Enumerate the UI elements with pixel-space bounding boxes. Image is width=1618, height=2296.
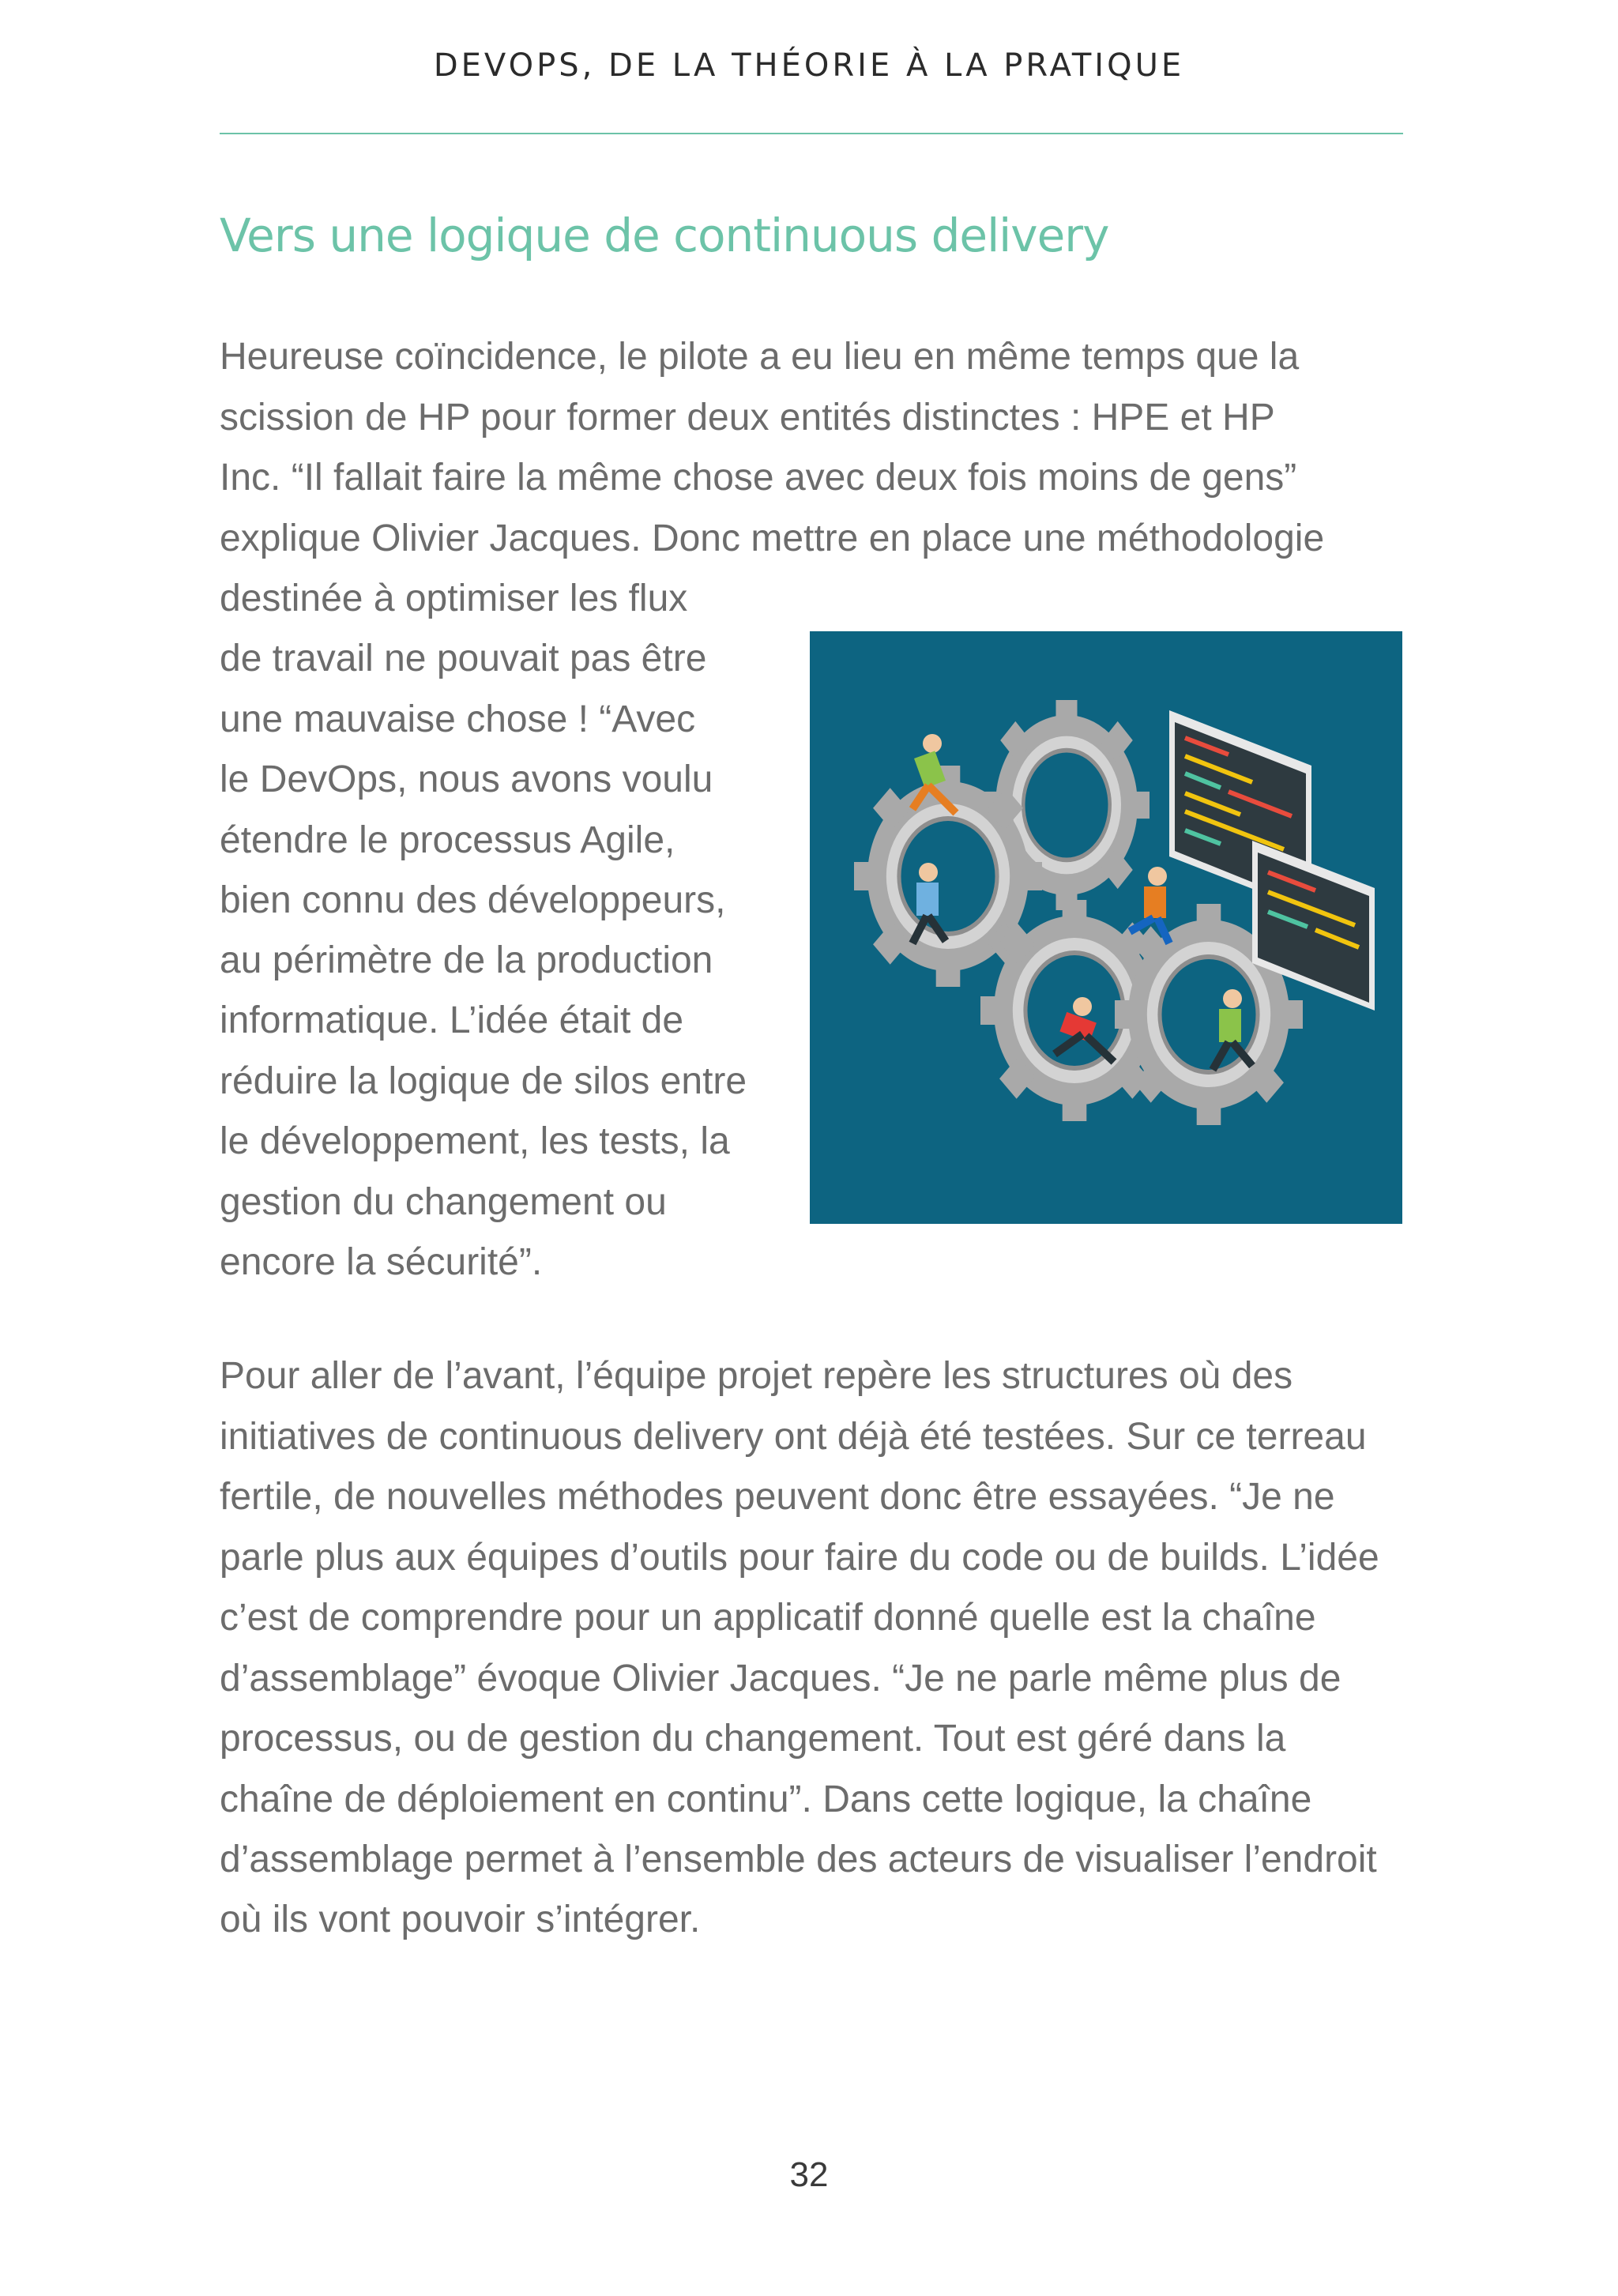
gears-illustration-svg xyxy=(810,631,1402,1224)
paragraph-line: bien connu des développeurs, xyxy=(220,879,726,921)
gears-and-runners-illustration xyxy=(810,631,1402,1224)
paragraph-line: Pour aller de l’avant, l’équipe projet repère les structures où des xyxy=(220,1355,1293,1397)
paragraph-line: chaîne de déploiement en continu”. Dans cette logique, la chaîne xyxy=(220,1778,1312,1820)
paragraph-line: encore la sécurité”. xyxy=(220,1241,543,1283)
paragraph-line: destinée à optimiser les flux xyxy=(220,578,688,619)
paragraph-line: scission de HP pour former deux entités distinctes : HPE et HP xyxy=(220,397,1275,438)
paragraph-line: le développement, les tests, la xyxy=(220,1120,730,1162)
paragraph-line: d’assemblage” évoque Olivier Jacques. “Je ne parle même plus de xyxy=(220,1658,1341,1699)
paragraph-line: le DevOps, nous avons voulu xyxy=(220,758,713,800)
paragraph-line: gestion du changement ou xyxy=(220,1181,667,1223)
paragraph-line: parle plus aux équipes d’outils pour faire du code ou de builds. L’idée xyxy=(220,1537,1379,1579)
page-number: 32 xyxy=(789,2155,829,2194)
section-title: Vers une logique de continuous delivery xyxy=(220,209,1109,262)
paragraph-line: initiatives de continuous delivery ont déjà été testées. Sur ce terreau xyxy=(220,1416,1367,1458)
paragraph-line: étendre le processus Agile, xyxy=(220,819,675,861)
paragraph-line: Inc. “Il fallait faire la même chose avec deux fois moins de gens” xyxy=(220,457,1297,499)
paragraph-line: processus, ou de gestion du changement. Tout est géré dans la xyxy=(220,1718,1286,1760)
paragraph-line: Heureuse coïncidence, le pilote a eu lieu en même temps que la xyxy=(220,336,1300,378)
paragraph-line: explique Olivier Jacques. Donc mettre en place une méthodologie xyxy=(220,518,1325,559)
running-header: DEVOPS, DE LA THÉORIE À LA PRATIQUE xyxy=(433,47,1185,84)
paragraph-line: de travail ne pouvait pas être xyxy=(220,638,707,679)
paragraph-line: réduire la logique de silos entre xyxy=(220,1060,747,1102)
paragraph-line: au périmètre de la production xyxy=(220,939,713,981)
paragraph-line: c’est de comprendre pour un applicatif donné quelle est la chaîne xyxy=(220,1597,1316,1639)
paragraph-line: d’assemblage permet à l’ensemble des acteurs de visualiser l’endroit xyxy=(220,1839,1377,1880)
paragraph-line: une mauvaise chose ! “Avec xyxy=(220,698,696,740)
paragraph-line: fertile, de nouvelles méthodes peuvent donc être essayées. “Je ne xyxy=(220,1476,1335,1518)
header-divider xyxy=(220,133,1403,134)
paragraph-line: où ils vont pouvoir s’intégrer. xyxy=(220,1899,701,1940)
paragraph-line: informatique. L’idée était de xyxy=(220,999,684,1041)
